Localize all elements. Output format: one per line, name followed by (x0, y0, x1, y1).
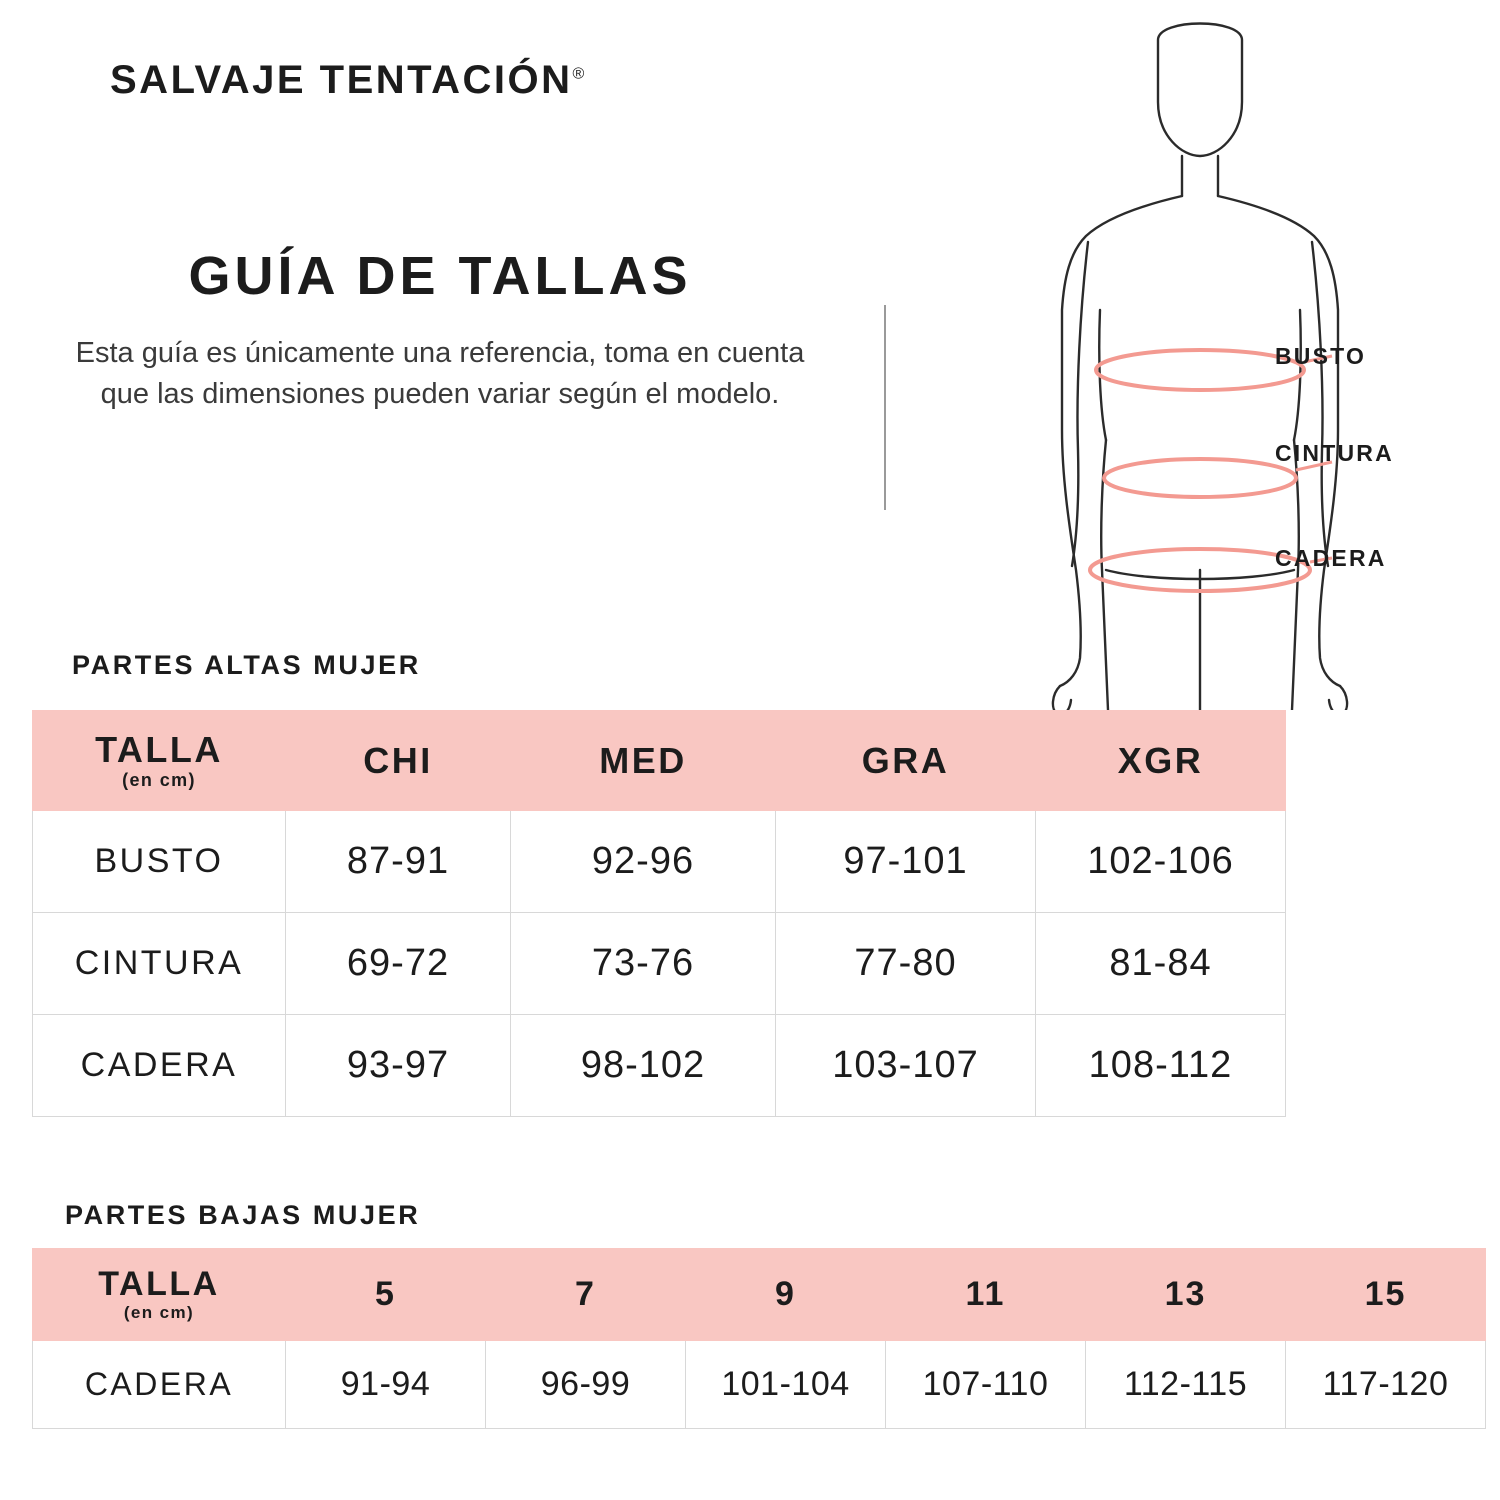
section-heading-top: PARTES ALTAS MUJER (72, 650, 421, 680)
column-header: MED (511, 711, 776, 811)
vertical-divider (884, 305, 886, 510)
table-cell: 117-120 (1286, 1341, 1486, 1429)
table-header-row (33, 711, 1286, 811)
table-partes-altas (32, 710, 1286, 1117)
column-header: 5 (286, 1249, 486, 1341)
table-cell: 107-110 (886, 1341, 1086, 1429)
table-cell: 87-91 (286, 811, 511, 913)
intro-description: Esta guía es únicamente una referencia, toma en cuenta que las dimensiones pueden variar según el modelo. (75, 337, 805, 411)
table-cell: 97-101 (776, 811, 1036, 913)
table-cell: 102-106 (1036, 811, 1286, 913)
table-cell: 108-112 (1036, 1015, 1286, 1117)
table-row (33, 913, 1286, 1015)
row-label: BUSTO (33, 811, 286, 913)
column-header: CHI (286, 711, 511, 811)
table-row (33, 1341, 1486, 1429)
figure-measure-labels (1275, 0, 1500, 700)
table-cell: 81-84 (1036, 913, 1286, 1015)
column-header: GRA (776, 711, 1036, 811)
column-header: 13 (1086, 1249, 1286, 1341)
figure-label-cintura: CINTURA (1275, 440, 1394, 466)
column-header: XGR (1036, 711, 1286, 811)
table-row (33, 811, 1286, 913)
figure-label-cadera: CADERA (1275, 545, 1387, 571)
page-title: GUÍA DE TALLAS (188, 246, 692, 306)
table-partes-bajas (32, 1248, 1486, 1429)
section-heading-bottom: PARTES BAJAS MUJER (65, 1200, 421, 1230)
column-header: 11 (886, 1249, 1086, 1341)
table-cell: 77-80 (776, 913, 1036, 1015)
row-label: CINTURA (33, 913, 286, 1015)
corner-unit: (en cm) (122, 769, 196, 790)
table-corner-cell (33, 1249, 286, 1341)
corner-label: TALLA (98, 1264, 220, 1303)
table-cell: 96-99 (486, 1341, 686, 1429)
table-cell: 101-104 (686, 1341, 886, 1429)
table-header-row (33, 1249, 1486, 1341)
column-header: 15 (1286, 1249, 1486, 1341)
table-cell: 98-102 (511, 1015, 776, 1117)
table-row (33, 1015, 1286, 1117)
table-cell: 69-72 (286, 913, 511, 1015)
corner-unit: (en cm) (123, 1303, 195, 1323)
figure-label-busto: BUSTO (1275, 343, 1367, 369)
registered-mark-icon: ® (572, 65, 585, 83)
row-label: CADERA (33, 1341, 286, 1429)
table-cell: 112-115 (1086, 1341, 1286, 1429)
table-cell: 91-94 (286, 1341, 486, 1429)
intro-block (60, 245, 820, 415)
table-cell: 93-97 (286, 1015, 511, 1117)
column-header: 9 (686, 1249, 886, 1341)
table-corner-cell (33, 711, 286, 811)
table-cell: 73-76 (511, 913, 776, 1015)
row-label: CADERA (33, 1015, 286, 1117)
corner-label: TALLA (95, 729, 223, 771)
table-cell: 92-96 (511, 811, 776, 913)
table-cell: 103-107 (776, 1015, 1036, 1117)
brand-name: SALVAJE TENTACIÓN (110, 58, 573, 102)
brand-logo (110, 58, 584, 103)
column-header: 7 (486, 1249, 686, 1341)
